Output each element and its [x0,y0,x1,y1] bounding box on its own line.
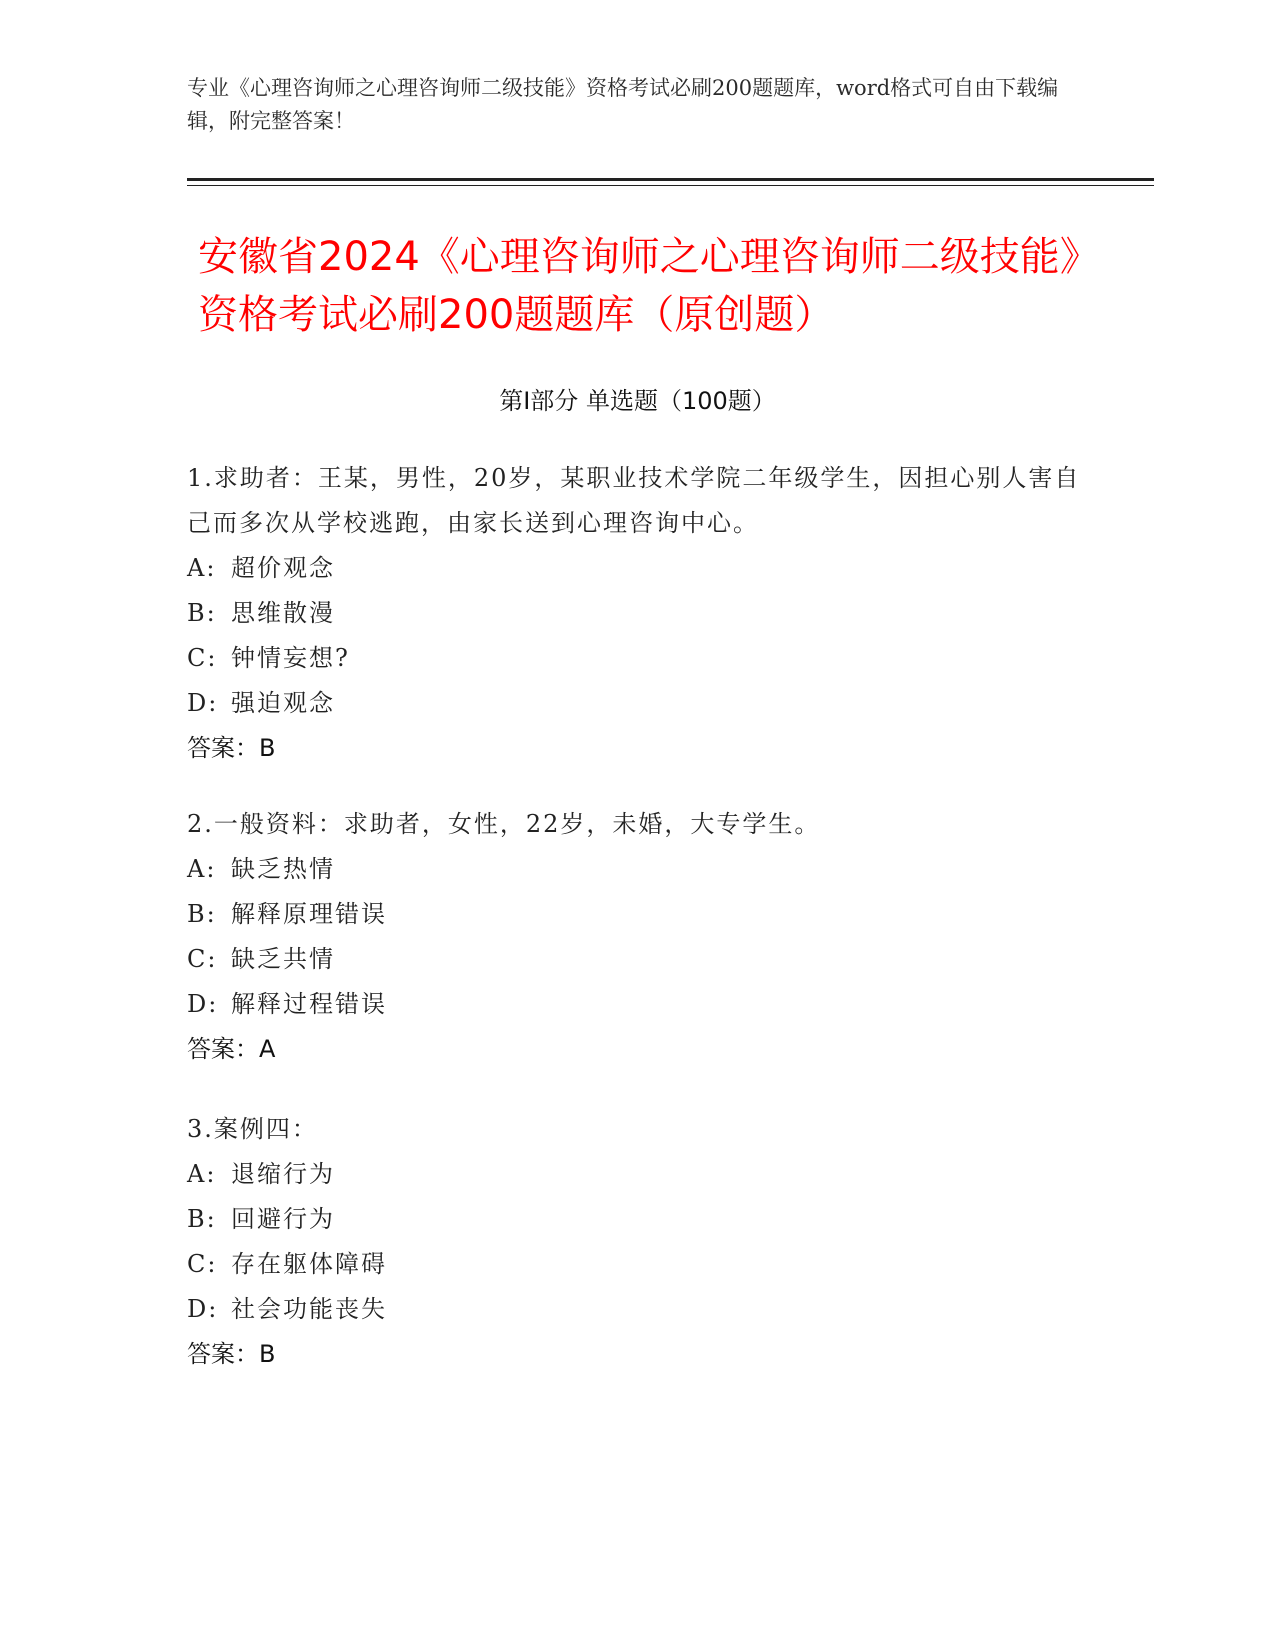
option-text: 解释原理错误 [231,900,387,928]
option-b [187,591,1087,636]
option-text: 解释过程错误 [231,990,387,1018]
option-a [187,546,1087,591]
option-key: D: [187,689,219,717]
option-key: C: [187,644,218,672]
option-key: C: [187,945,218,973]
option-b [187,892,1087,937]
option-key: B: [187,599,217,627]
option-a [187,847,1087,892]
option-key: A: [187,554,217,582]
option-c [187,1242,1087,1287]
section-heading: 第Ⅰ部分 单选题（100题） [499,387,776,415]
option-text: 钟情妄想? [231,644,350,672]
option-text: 思维散漫 [231,599,335,627]
question-1 [187,456,1087,771]
question-2 [187,802,1087,1072]
question-stem: 1.求助者：王某，男性，20岁，某职业技术学院二年级学生，因担心别人害自己而多次从学校逃跑，由家长送到心理咨询中心。 [187,464,1081,537]
option-c [187,636,1087,681]
option-a [187,1152,1087,1197]
option-key: A: [187,855,217,883]
option-text: 存在躯体障碍 [231,1250,387,1278]
document-title: 安徽省2024《心理咨询师之心理咨询师二级技能》资格考试必刷200题题库（原创题） [198,234,1080,338]
answer-line: 答案：A [187,1035,276,1063]
option-key: D: [187,990,219,1018]
answer-line: 答案：B [187,734,276,762]
option-key: B: [187,1205,217,1233]
option-text: 缺乏热情 [231,855,335,883]
option-d [187,1287,1087,1332]
option-b [187,1197,1087,1242]
option-c [187,937,1087,982]
header-note: 专业《心理咨询师之心理咨询师二级技能》资格考试必刷200题题库，word格式可自由下载编辑，附完整答案！ [187,76,1059,133]
question-3 [187,1107,1087,1377]
option-text: 缺乏共情 [231,945,335,973]
option-text: 社会功能丧失 [231,1295,387,1323]
question-stem: 3.案例四： [187,1115,318,1143]
option-text: 退缩行为 [231,1160,335,1188]
option-text: 回避行为 [231,1205,335,1233]
option-key: B: [187,900,217,928]
option-key: A: [187,1160,217,1188]
header-rule-thin [187,185,1154,186]
question-stem: 2.一般资料：求助者，女性，22岁，未婚，大专学生。 [187,810,821,838]
option-key: C: [187,1250,218,1278]
header-rule-thick [187,178,1154,181]
option-d [187,982,1087,1027]
option-key: D: [187,1295,219,1323]
option-text: 超价观念 [231,554,335,582]
answer-line: 答案：B [187,1340,276,1368]
option-d [187,681,1087,726]
option-text: 强迫观念 [231,689,335,717]
